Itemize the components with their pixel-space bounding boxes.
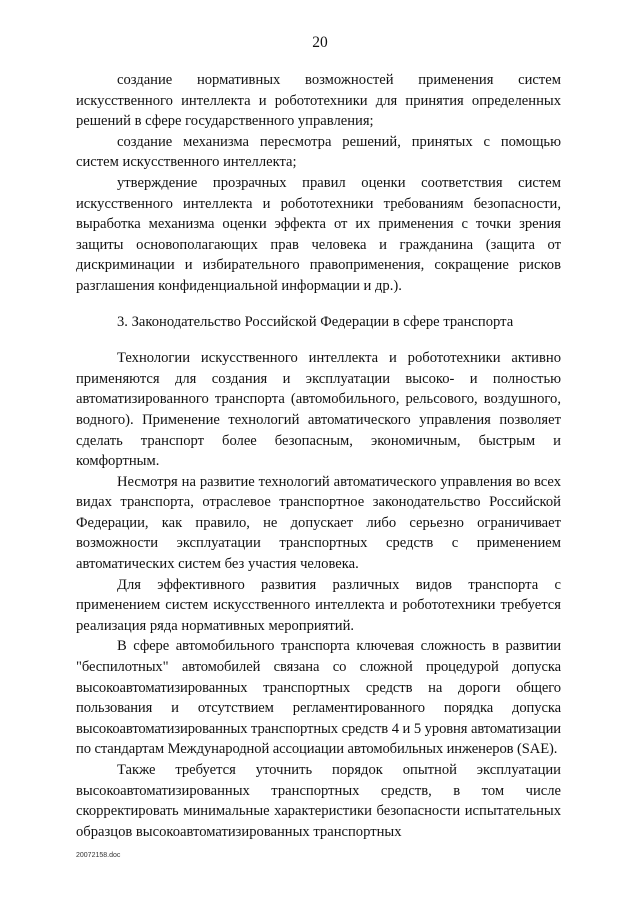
paragraph-decision-review: создание механизма пересмотра решений, принятых с помощью систем искусственного интеллекта; [76,133,561,171]
paragraph-required-measures: Для эффективного развития различных видов транспорта с применением систем искусственного интеллекта и робототехники требуется реализация ряда нормативных мероприятий. [76,576,561,634]
paragraph-transparent-rules: утверждение прозрачных правил оценки соответствия систем искусственного интеллекта и робототехники требованиям безопасности, выработка механизма оценки эффекта от их применения с точки зрения защиты основополагающих прав человека и гражданина (защита от дискриминации и избирательного правоприменения, сокращение рисков разглашения конфиденциальной информации и др.). [76,174,561,294]
paragraph-trial-operation: Также требуется уточнить порядок опытной эксплуатации высокоавтоматизированных транспортных средств, в том числе скорректировать минимальные характеристики безопасности испытательных образцов высокоавтоматизированных транспортных [76,762,561,840]
paragraph-legislation-limits: Несмотря на развитие технологий автоматического управления во всех видах транспорта, отраслевое транспортное законодательство Российской Федерации, как правило, не допускает либо серьезно ограничивает возможности эксплуатации транспортных средств с применением автоматических систем без участия человека. [76,473,561,573]
paragraph-automobile-transport: В сфере автомобильного транспорта ключевая сложность в развитии "беспилотных" автомобилей связана со сложной процедурой допуска высокоавтоматизированных транспортных средств на дороги общего пользования и отсутствием регламентированного порядка допуска высокоавтоматизированных транспортных средств 4 и 5 уровня автоматизации по стандартам Международной ассоциации автомобильных инженеров (SAE). [76,638,561,758]
footer-filename: 20072158.doc [76,852,121,859]
paragraph-regulatory-capabilities: создание нормативных возможностей применения систем искусственного интеллекта и робототехники для принятия определенных решений в сфере государственного управления; [76,72,561,130]
section-heading: 3. Законодательство Российской Федерации в сфере транспорта [117,313,514,330]
document-body [76,70,561,842]
page-number: 20 [312,34,328,51]
paragraph-ai-technologies: Технологии искусственного интеллекта и робототехники активно применяются для создания и эксплуатации высоко- и полностью автоматизированного транспорта (автомобильного, рельсового, воздушного, водного). Применение технологий автоматического управления позволяет сделать транспорт более безопасным, экономичным, быстрым и комфортным. [76,350,561,470]
